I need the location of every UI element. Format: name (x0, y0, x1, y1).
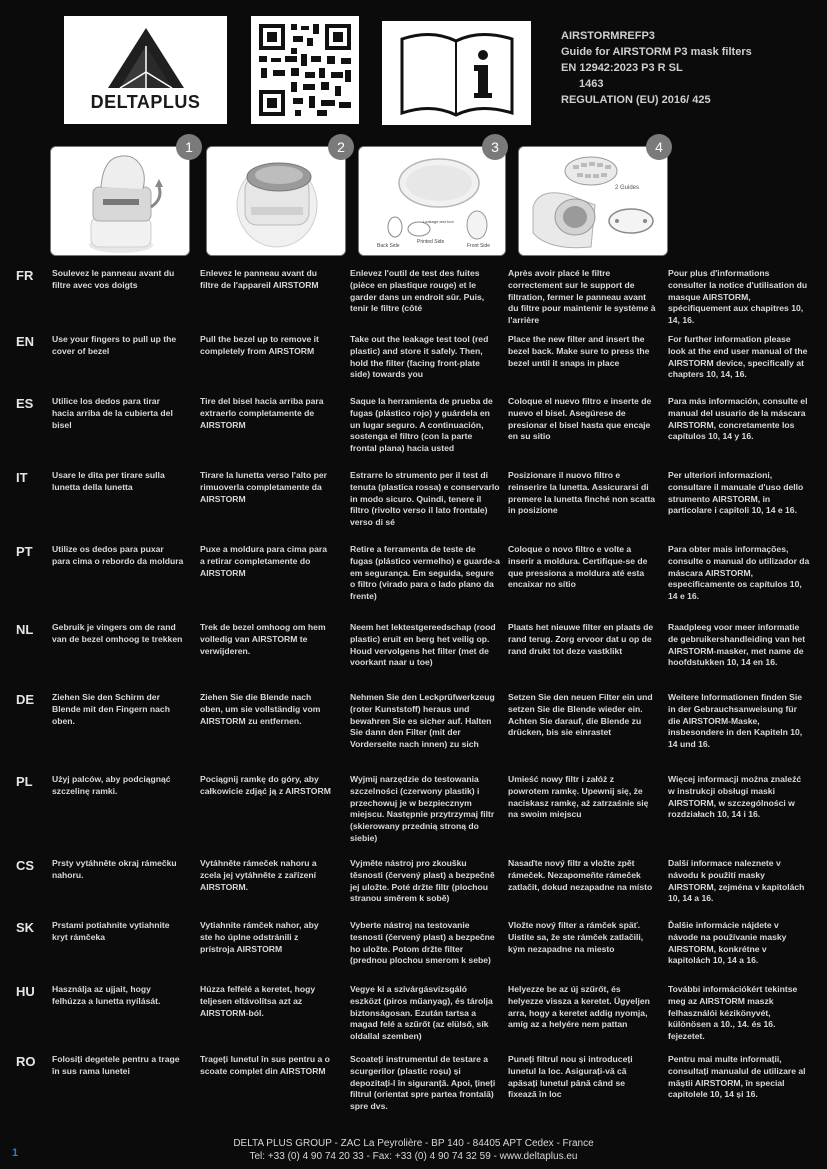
step-4-text: Place the new filter and insert the bezel back. Make sure to press the bezel until it snaps in place (508, 334, 650, 368)
language-code: FR (16, 268, 34, 283)
info-text: Pour plus d'informations consulter la notice d'utilisation du masque AIRSTORM, spécifiquement aux chapitres 10, 14, 16. (668, 268, 808, 326)
guide-title: Guide for AIRSTORM P3 mask filters (561, 46, 752, 58)
step-3-text: Nehmen Sie den Leckprüfwerkzeug (roter Kunststoff) heraus und bewahren Sie es sicher auf. Halten Sie dann den Filter (mit der Vorderseite nach innen) zu sich (350, 692, 495, 750)
info-text: For further information please look at the end user manual of the AIRSTORM device, specifically at chapters 10, 14, 16. (668, 334, 808, 380)
step-3-leak-label: Leakage test tool (423, 219, 454, 224)
step-3-card (358, 146, 506, 256)
info-manual-icon (382, 21, 531, 125)
step-1-text: Ziehen Sie den Schirm der Blende mit den Fingern nach oben. (52, 692, 170, 726)
step-4-text: Nasaďte nový filtr a vložte zpět rámeček. Nezapomeňte rámeček zatlačit, dokud nezapadne na místo (508, 858, 653, 892)
step-3-text: Enlevez l'outil de test des fuites (pièce en plastique rouge) et le garder dans un endroit sûr. Puis, tenir le filtre (côté (350, 268, 485, 314)
step-1-text: Prstami potiahnite vytiahnite kryt rámčeka (52, 920, 170, 942)
document-info (561, 28, 752, 108)
step-2-card (206, 146, 346, 256)
step-2-text: Pociągnij ramkę do góry, aby całkowicie zdjąć ją z AIRSTORM (200, 774, 331, 796)
step-4-text: Coloque o novo filtro e volte a inserir a moldura. Certifique-se de que pressiona a moldura até esta encaixar no sítio (508, 544, 648, 590)
language-code: HU (16, 984, 35, 999)
notified-body: 1463 (579, 78, 604, 90)
step-1-text: Utilice los dedos para tirar hacia arriba de la cubierta del bisel (52, 396, 173, 430)
step-4-text: Après avoir placé le filtre correctement sur le support de filtration, fermer le panneau avant du filtre pour maintenir le système à l'arrière (508, 268, 656, 326)
regulation: REGULATION (EU) 2016/ 425 (561, 94, 711, 106)
manual-info-icon-box (382, 21, 531, 125)
info-text: Pentru mai multe informații, consultați manualul de utilizare al măștii AIRSTORM, în special capitolele 10, 14 și 16. (668, 1054, 806, 1100)
step-2-text: Trek de bezel omhoog om hem volledig van AIRSTORM te verwijderen. (200, 622, 326, 656)
language-code: RO (16, 1054, 36, 1069)
page-number: 1 (12, 1147, 19, 1159)
step-1-badge: 1 (176, 134, 202, 160)
step-1-text: Folosiți degetele pentru a trage în sus rama lunetei (52, 1054, 180, 1076)
deltaplus-triangle-icon (106, 26, 186, 90)
step-4-text: Umieść nowy filtr i załóż z powrotem ramkę. Upewnij się, że naciskasz ramkę, aż zatrzaśnie się na swoim miejscu (508, 774, 649, 820)
info-text: Para más información, consulte el manual del usuario de la máscara AIRSTORM, concretamente los capítulos 10, 14 y 16. (668, 396, 808, 442)
step-1-text: Użyj palców, aby podciągnąć szczelinę ramki. (52, 774, 171, 796)
step-2-text: Húzza felfelé a keretet, hogy teljesen eltávolítsa azt az AIRSTORM-ból. (200, 984, 316, 1018)
step-1-text: Usare le dita per tirare sulla lunetta della lunetta (52, 470, 165, 492)
step-1-illustration (51, 147, 190, 256)
step-4-badge: 4 (646, 134, 672, 160)
step-3-badge: 3 (482, 134, 508, 160)
brand-logo (64, 16, 227, 124)
step-3-text: Take out the leakage test tool (red plastic) and store it safely. Then, hold the filter (facing front-plate side) towards you (350, 334, 489, 380)
step-4-text: Helyezze be az új szűrőt, és helyezze vissza a keretet. Ügyeljen arra, hogy a keretet addig nyomja, amíg az a helyére nem pattan (508, 984, 650, 1030)
info-text: Per ulteriori informazioni, consultare il manuale d'uso dello strumento AIRSTORM, in particolare i capitoli 10, 14 e 16. (668, 470, 804, 516)
step-3-front-label: Front Side (467, 243, 491, 249)
step-2-illustration (207, 147, 346, 256)
step-3-text: Vyjměte nástroj pro zkoušku těsnosti (červený plast) a bezpečně jej uložte. Poté držte filtr (plochou stranou směrem k sobě) (350, 858, 495, 904)
step-4-card (518, 146, 668, 256)
step-2-text: Enlevez le panneau avant du filtre de l'appareil AIRSTORM (200, 268, 319, 290)
step-1-text: Használja az ujjait, hogy felhúzza a lunetta nyílását. (52, 984, 161, 1006)
info-text: Weitere Informationen finden Sie in der Gebrauchsanweisung für die AIRSTORM-Maske, insbesondere in den Kapiteln 10, 14 und 16. (668, 692, 803, 750)
step-2-text: Puxe a moldura para cima para a retirar completamente do AIRSTORM (200, 544, 328, 578)
language-code: PL (16, 774, 33, 789)
step-3-printed-label: Printed Side (417, 239, 445, 245)
step-1-text: Prsty vytáhněte okraj rámečku nahoru. (52, 858, 177, 880)
step-2-text: Vytáhněte rámeček nahoru a zcela jej vytáhněte z zařízení AIRSTORM. (200, 858, 317, 892)
step-3-text: Retire a ferramenta de teste de fugas (plástico vermelho) e guarde-a em segurança. Em seguida, segure o filtro (virado para o lado plano da frente) (350, 544, 500, 602)
info-text: Ďalšie informácie nájdete v návode na používanie masky AIRSTORM, konkrétne v kapitolách 10, 14 a 16. (668, 920, 787, 966)
info-text: Další informace naleznete v návodu k použití masky AIRSTORM, zejména v kapitolách 10, 14 a 16. (668, 858, 805, 904)
step-2-text: Vytiahnite rámček nahor, aby ste ho úplne odstránili z prístroja AIRSTORM (200, 920, 319, 954)
step-3-text: Neem het lektestgereedschap (rood plastic) eruit en berg het veilig op. Houd vervolgens het filter (met de voorkant naar u toe) (350, 622, 496, 668)
step-3-text: Estrarre lo strumento per il test di tenuta (plastica rossa) e conservarlo in modo sicuro. Quindi, tenere il filtro (rivolto verso il lato frontale) verso di sé (350, 470, 500, 528)
header (64, 16, 804, 126)
step-4-text: Puneți filtrul nou și introduceți lunetul la loc. Asigurați-vă că apăsați lunetul până când se fixează în loc (508, 1054, 633, 1100)
product-code: AIRSTORMREFP3 (561, 30, 655, 42)
step-2-text: Pull the bezel up to remove it completely from AIRSTORM (200, 334, 319, 356)
step-4-text: Vložte nový filter a rámček späť. Uistite sa, že ste rámček zatlačili, kým nezapadne na miesto (508, 920, 644, 954)
step-3-text: Saque la herramienta de prueba de fugas (plástico rojo) y guárdela en un lugar seguro. A continuación, sostenga el filtro (con la parte frontal plana) hacia usted (350, 396, 493, 454)
language-code: IT (16, 470, 28, 485)
language-code: CS (16, 858, 35, 873)
info-text: Raadpleeg voor meer informatie de gebruikershandleiding van het AIRSTORM-masker, met name de hoofdstukken 10, 14 en 16. (668, 622, 806, 668)
step-1-text: Gebruik je vingers om de rand van de bezel omhoog te trekken (52, 622, 183, 644)
standard: EN 12942:2023 P3 R SL (561, 62, 683, 74)
qr-code[interactable] (251, 16, 359, 124)
language-code: PT (16, 544, 33, 559)
step-3-text: Vyberte nástroj na testovanie tesnosti (červený plast) a bezpečne ho uložte. Potom držte filter (prednou plochou smerom k sebe) (350, 920, 495, 966)
step-3-text: Wyjmij narzędzie do testowania szczelności (czerwony plastik) i przechowuj je w bezpiecznym miejscu. Następnie przytrzymaj filtr (skierowany przednią stroną do siebie) (350, 774, 495, 843)
step-1-card (50, 146, 190, 256)
language-code: DE (16, 692, 35, 707)
step-2-text: Ziehen Sie die Blende nach oben, um sie vollständig vom AIRSTORM zu entfernen. (200, 692, 321, 726)
language-code: SK (16, 920, 35, 935)
step-2-text: Tirare la lunetta verso l'alto per rimuoverla completamente da AIRSTORM (200, 470, 328, 504)
step-4-text: Plaats het nieuwe filter en plaats de rand terug. Zorg ervoor dat u op de rand drukt tot deze vastklikt (508, 622, 654, 656)
step-4-text: Setzen Sie den neuen Filter ein und setzen Sie die Blende wieder ein. Achten Sie darauf, die Blende zu drücken, bis sie einrastet (508, 692, 653, 738)
step-4-text: Posizionare il nuovo filtro e reinserire la lunetta. Assicurarsi di premere la lunetta finché non scatta in posizione (508, 470, 656, 516)
step-4-illustration (519, 147, 668, 256)
step-illustrations (48, 134, 808, 258)
language-code: ES (16, 396, 34, 411)
info-text: Para obter mais informações, consulte o manual do utilizador da máscara AIRSTORM, especificamente os capítulos 10, 14 e 16. (668, 544, 810, 602)
language-code: EN (16, 334, 35, 349)
step-3-text: Vegye ki a szivárgásvizsgáló eszközt (piros műanyag), és tárolja biztonságosan. Ezután tartsa a magad felé a szűrőt (az elülső, sík oldallal szemben) (350, 984, 493, 1042)
step-2-text: Tire del bisel hacia arriba para extraerlo completamente de AIRSTORM (200, 396, 324, 430)
step-1-text: Utilize os dedos para puxar para cima o rebordo da moldura (52, 544, 184, 566)
step-4-text: Coloque el nuevo filtro e inserte de nuevo el bisel. Asegúrese de presionar el bisel hasta que encaje en su sitio (508, 396, 652, 442)
info-text: További információkért tekintse meg az AIRSTORM maszk felhasználói kézikönyvét, különösen a 10., 14. és 16. fejezetet. (668, 984, 798, 1042)
info-text: Więcej informacji można znaleźć w instrukcji obsługi maski AIRSTORM, w szczególności w rozdziałach 10, 14 i 16. (668, 774, 802, 820)
step-3-text: Scoateți instrumentul de testare a scurgerilor (plastic roșu) și depozitați-l în siguranță. Apoi, țineți filtrul (orientat spre partea frontală) spre dvs. (350, 1054, 496, 1112)
company-contact[interactable]: Tel: +33 (0) 4 90 74 20 33 - Fax: +33 (0) 4 90 74 32 59 - www.deltaplus.eu (249, 1151, 578, 1162)
brand-name: DELTAPLUS (90, 92, 201, 112)
language-code: NL (16, 622, 34, 637)
step-2-badge: 2 (328, 134, 354, 160)
qr-code-icon (251, 16, 359, 124)
step-3-back-label: Back Side (377, 243, 400, 249)
step-1-text: Soulevez le panneau avant du filtre avec vos doigts (52, 268, 175, 290)
step-3-illustration (359, 147, 506, 256)
company-address: DELTA PLUS GROUP - ZAC La Peyrolière - BP 140 - 84405 APT Cedex - France (233, 1138, 594, 1149)
step-4-guides-label: 2 Guides (615, 185, 640, 191)
step-2-text: Trageți lunetul în sus pentru a o scoate complet din AIRSTORM (200, 1054, 330, 1076)
step-1-text: Use your fingers to pull up the cover of bezel (52, 334, 177, 356)
footer (0, 1137, 827, 1163)
